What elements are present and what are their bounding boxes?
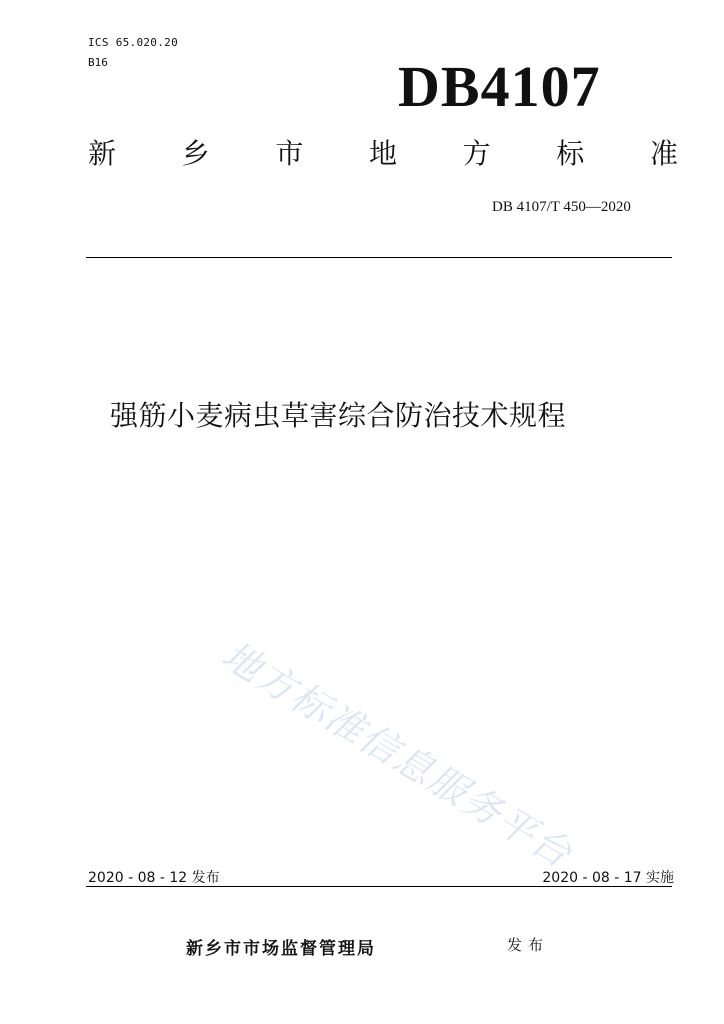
ccs-code: B16 <box>88 56 108 69</box>
watermark: 地方标准信息服务平台 <box>214 632 581 877</box>
standard-type-char: 标 <box>556 137 585 170</box>
standard-type-char: 地 <box>368 137 397 170</box>
publish-date: 2020 - 08 - 12 发布 <box>88 870 220 886</box>
standard-type-char: 乡 <box>181 137 210 170</box>
standard-type <box>88 137 678 170</box>
header-divider <box>86 257 672 258</box>
issuing-authority: 新乡市市场监督管理局 <box>186 939 376 959</box>
footer-divider <box>86 886 672 887</box>
issue-label: 发布 <box>507 936 550 954</box>
standard-number: DB 4107/T 450—2020 <box>492 199 631 215</box>
document-title: 强筋小麦病虫草害综合防治技术规程 <box>110 399 567 432</box>
implement-date: 2020 - 08 - 17 实施 <box>542 870 674 886</box>
standard-type-char: 市 <box>275 137 304 170</box>
standard-type-char: 准 <box>649 137 678 170</box>
standard-code: DB4107 <box>398 54 601 119</box>
standard-type-char: 新 <box>88 137 117 170</box>
standard-type-char: 方 <box>462 137 491 170</box>
ics-code: ICS 65.020.20 <box>88 36 178 49</box>
